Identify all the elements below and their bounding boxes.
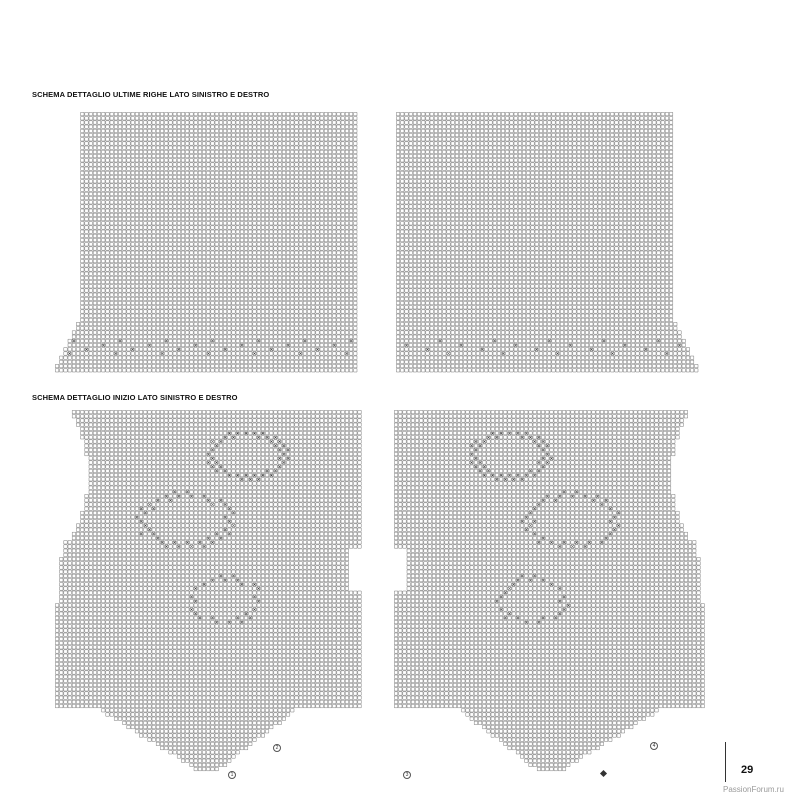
- chart-top-left-grid: [55, 112, 365, 374]
- section-title-last-rows: SCHEMA DETTAGLIO ULTIME RIGHE LATO SINISTRO E DESTRO: [32, 90, 270, 99]
- row-marker-2: 2: [273, 744, 281, 752]
- chart-bottom-left-mesh: [55, 410, 361, 770]
- chart-top-right-mesh: [396, 112, 698, 372]
- page-divider: [725, 742, 726, 782]
- chart-top-right-grid: [396, 112, 704, 374]
- chart-bottom-left: [55, 410, 365, 775]
- chart-top-left-block-cells: [69, 340, 353, 355]
- chart-top-left-mesh-cells: [55, 112, 357, 372]
- chart-bottom-right-mesh-cells: [394, 410, 704, 770]
- row-marker-1: 1: [228, 771, 236, 779]
- chart-top-left: [55, 112, 365, 374]
- page-number: 29: [741, 764, 754, 776]
- chart-bottom-right-mesh: [394, 410, 704, 770]
- chart-top-left-mesh: [55, 112, 357, 372]
- watermark: PassionForum.ru: [723, 785, 784, 794]
- row-marker-3: 3: [403, 771, 411, 779]
- chart-bottom-right-grid: [394, 410, 706, 775]
- section-title-first-rows: SCHEMA DETTAGLIO INIZIO LATO SINISTRO E DESTRO: [32, 393, 238, 402]
- chart-bottom-left-mesh-cells: [55, 410, 361, 770]
- chart-top-right-mesh-cells: [396, 112, 698, 372]
- chart-bottom-left-grid: [55, 410, 365, 775]
- chart-bottom-right: [394, 410, 706, 775]
- row-marker-4: 4: [650, 742, 658, 750]
- chart-top-right: [396, 112, 704, 374]
